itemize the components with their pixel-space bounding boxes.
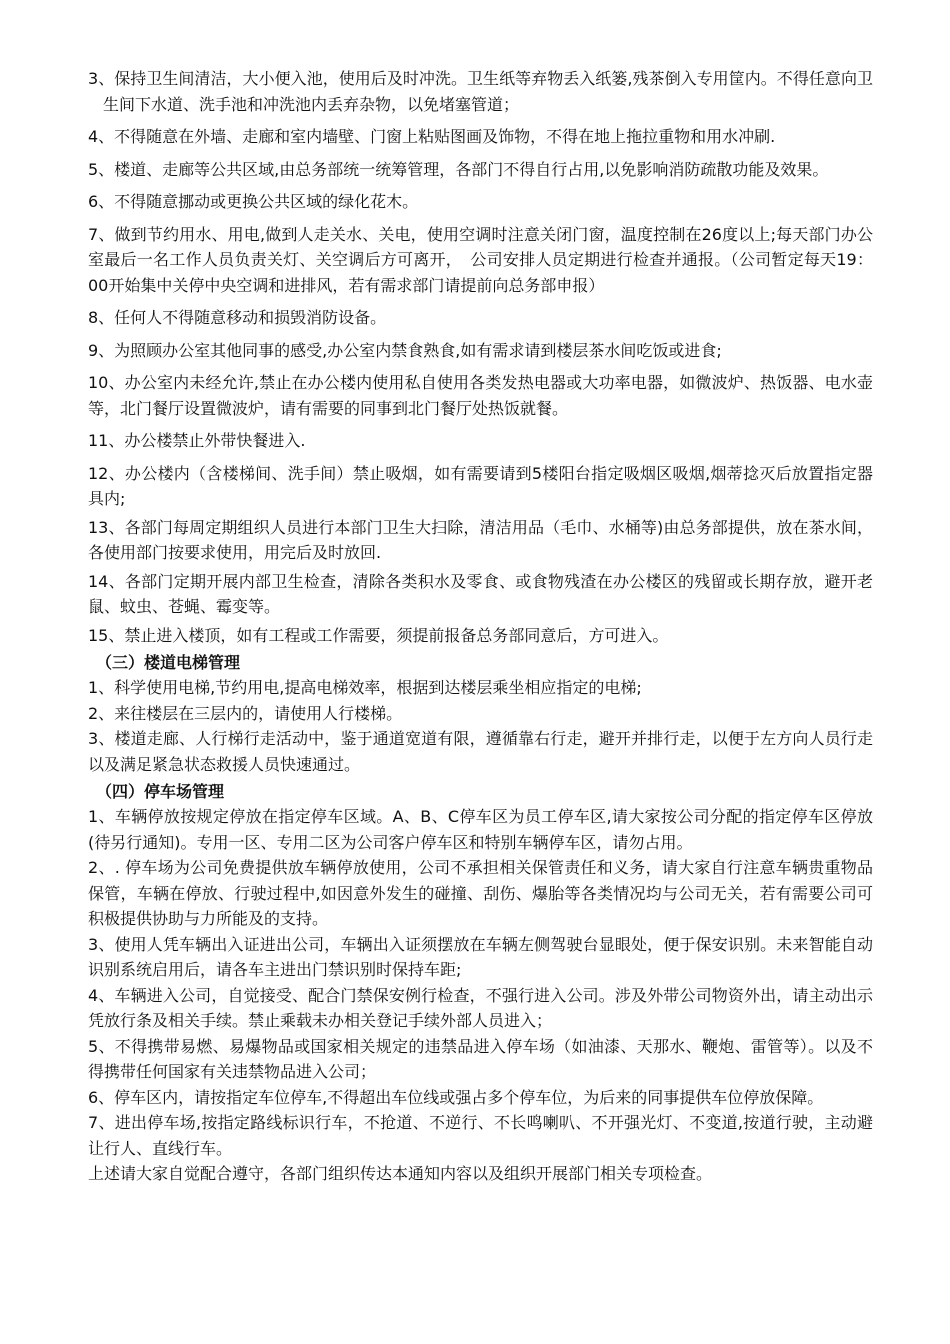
parking-item-3: 3、使用人凭车辆出入证进出公司，车辆出入证须摆放在车辆左侧驾驶台显眼处，便于保安识别。未来智能自动识别系统启用后，请各车主进出门禁识别时保持车距; (88, 934, 873, 979)
parking-item-5: 5、不得携带易燃、易爆物品或国家相关规定的违禁品进入停车场（如油漆、天那水、鞭炮、雷管等）。以及不得携带任何国家有关违禁物品进入公司； (88, 1036, 873, 1081)
parking-item-6: 6、停车区内，请按指定车位停车,不得超出车位线或强占多个停车位，为后来的同事提供车位停放保障。 (88, 1087, 824, 1107)
elevator-item-3: 3、楼道走廊、人行梯行走活动中，鉴于通道宽道有限，遵循靠右行走，避开并排行走，以便于左方向人员行走以及满足紧急状态救援人员快速通过。 (88, 729, 873, 774)
document-page (88, 66, 873, 1187)
rule-item-4: 4、不得随意在外墙、走廊和室内墙壁、门窗上粘贴图画及饰物，不得在地上拖拉重物和用水冲刷. (88, 127, 776, 146)
rule-item-5: 5、楼道、走廊等公共区域,由总务部统一统筹管理，各部门不得自行占用,以免影响消防疏散功能及效果。 (88, 159, 829, 179)
rule-item-9: 9、为照顾办公室其他同事的感受,办公室内禁食熟食,如有需求请到楼层茶水间吃饭或进食; (88, 340, 722, 360)
parking-item-2: 2、. 停车场为公司免费提供放车辆停放使用，公司不承担相关保管责任和义务，请大家自行注意车辆贵重物品保管，车辆在停放、行驶过程中,如因意外发生的碰撞、刮伤、爆胎等各类情况均与公司无关，若有需要公司可积极提供协助与力所能及的支持。 (88, 858, 873, 928)
rule-item-3: 3、保持卫生间清洁，大小便入池，使用后及时冲洗。卫生纸等弃物丢入纸篓,残茶倒入专用筐内。不得任意向卫生间下水道、洗手池和冲洗池内丢弃杂物，以免堵塞管道； (88, 69, 873, 114)
rule-item-6: 6、不得随意挪动或更换公共区域的绿化花木。 (88, 192, 419, 211)
parking-item-4: 4、车辆进入公司，自觉接受、配合门禁保安例行检查，不强行进入公司。涉及外带公司物资外出，请主动出示凭放行条及相关手续。禁止乘载未办相关登记手续外部人员进入； (88, 985, 873, 1030)
rule-item-13: 13、各部门每周定期组织人员进行本部门卫生大扫除，清洁用品（毛巾、水桶等)由总务部提供，放在茶水间，各使用部门按要求使用，用完后及时放回. (88, 517, 873, 562)
rule-item-14: 14、各部门定期开展内部卫生检查，清除各类积水及零食、或食物残渣在办公楼区的残留或长期存放，避开老鼠、蚊虫、苍蝇、霉变等。 (88, 571, 873, 616)
rule-item-12: 12、办公楼内（含楼梯间、洗手间）禁止吸烟，如有需要请到5楼阳台指定吸烟区吸烟,烟蒂捻灭后放置指定器具内; (88, 463, 873, 508)
rule-item-15: 15、禁止进入楼顶，如有工程或工作需要，须提前报备总务部同意后，方可进入。 (88, 625, 669, 645)
rule-item-8: 8、任何人不得随意移动和损毁消防设备。 (88, 308, 387, 327)
elevator-item-2: 2、来往楼层在三层内的，请使用人行楼梯。 (88, 703, 403, 723)
rule-item-7: 7、做到节约用水、用电,做到人走关水、关电，使用空调时注意关闭门窗，温度控制在26度以上;每天部门办公室最后一名工作人员负责关灯、关空调后方可离开， 公司安排人员定期进行检查并通报。（公司暂定每天19：00开始集中关停中央空调和进排风，若有需求部门请提前向总务部申报） (88, 224, 873, 295)
closing-note: 上述请大家自觉配合遵守，各部门组织传达本通知内容以及组织开展部门相关专项检查。 (88, 1164, 713, 1183)
rule-item-10: 10、办公室内未经允许,禁止在办公楼内使用私自使用各类发热电器或大功率电器，如微波炉、热饭器、电水壶等，北门餐厅设置微波炉，请有需要的同事到北门餐厅处热饭就餐。 (88, 373, 873, 418)
elevator-item-1: 1、科学使用电梯,节约用电,提高电梯效率，根据到达楼层乘坐相应指定的电梯; (88, 678, 642, 697)
section-heading-parking: （四）停车场管理 (96, 782, 225, 801)
parking-item-7: 7、进出停车场,按指定路线标识行车，不抢道、不逆行、不长鸣喇叭、不开强光灯、不变道,按道行驶，主动避让行人、直线行车。 (88, 1113, 873, 1158)
rule-item-11: 11、办公楼禁止外带快餐进入. (88, 431, 306, 450)
section-heading-elevator: （三）楼道电梯管理 (96, 653, 241, 672)
parking-item-1: 1、车辆停放按规定停放在指定停车区域。A、B、C停车区为员工停车区,请大家按公司分配的指定停车区停放(待另行通知)。专用一区、专用二区为公司客户停车区和特别车辆停车区，请勿占用。 (88, 807, 873, 852)
